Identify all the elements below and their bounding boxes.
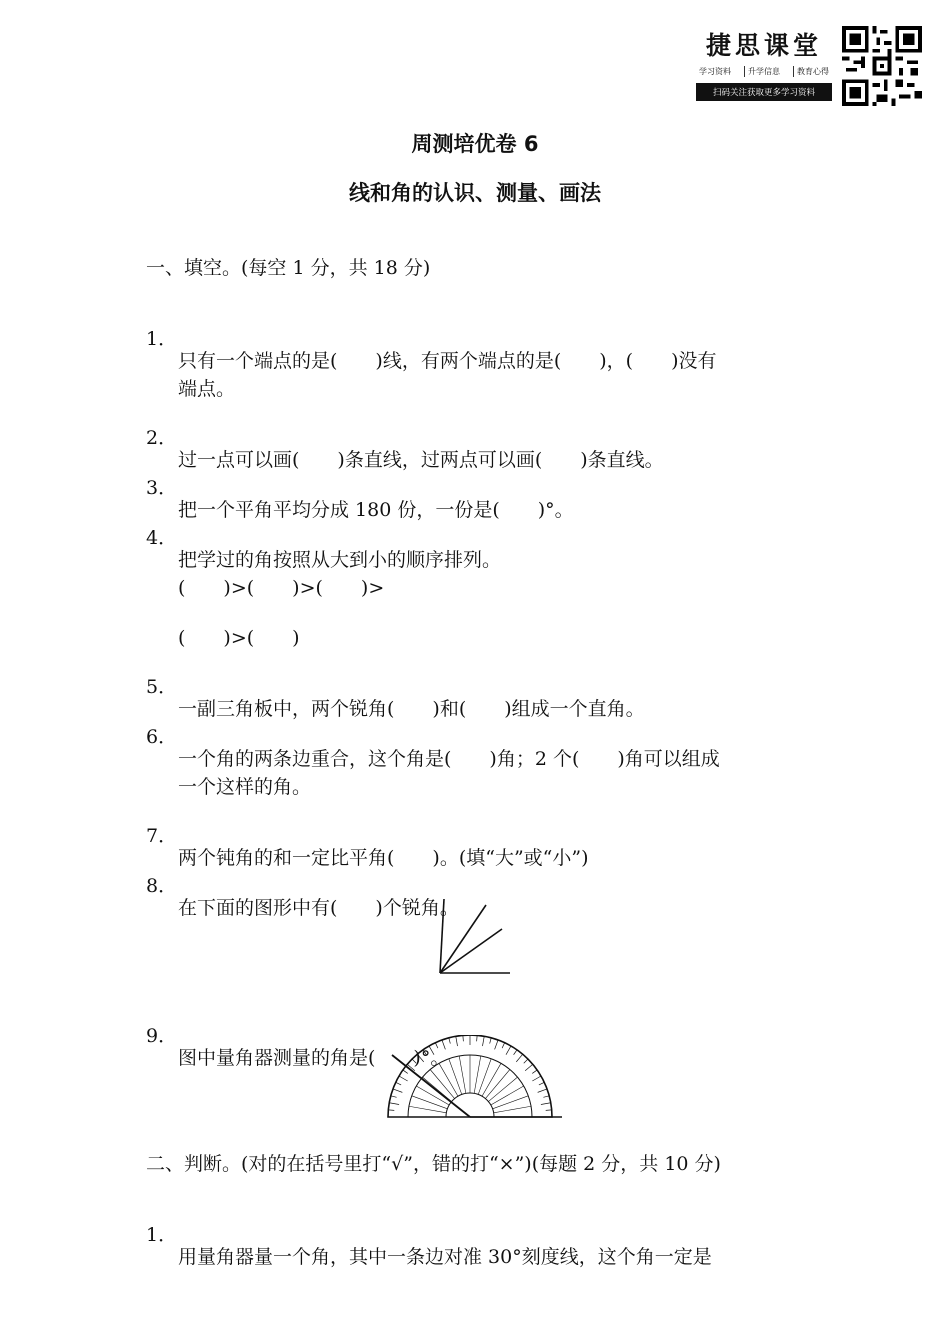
section-heading: 一、填空。(每空 1 分，共 18 分) [146,257,431,279]
protractor-ray [494,1106,531,1113]
protractor-tick [538,1089,547,1092]
brand-block [696,26,832,101]
protractor-tick [539,1082,544,1085]
protractor-tick [389,1103,399,1105]
protractor-tick [546,1110,552,1111]
question-text: 只有一个端点的是( )线，有两个端点的是( )，( )没有 [178,350,717,372]
protractor-tick [417,1054,423,1062]
protractor-tick [391,1096,397,1098]
brand-banner: 扫码关注获取更多学习资料 [696,83,832,101]
protractor-tick [442,1040,445,1049]
question-number: 4． [146,527,178,549]
question-number: 2． [146,427,178,449]
protractor-tick [393,1089,402,1092]
protractor-ray [478,1059,491,1095]
brand-tag: 学习资料 [699,67,731,76]
protractor-ray [409,1106,446,1113]
page-subtitle: 线和角的认识、测量、画法 [349,181,601,205]
question-number: 7． [146,825,178,847]
protractor-tick [396,1082,401,1085]
protractor-tick [388,1110,394,1111]
protractor-tick [456,1036,458,1046]
protractor-tick [399,1076,408,1081]
question-text: 用量角器量一个角，其中一条边对准 30°刻度线，这个角一定是 [178,1246,712,1268]
protractor-tick [541,1103,551,1105]
question-number: 9． [146,1025,178,1047]
protractor-tick [543,1096,549,1098]
question-number: 1． [146,1224,178,1246]
judge-question-1 [0,1198,712,1268]
question-text: 两个钝角的和一定比平角( )。(填“大”或“小”) [178,847,589,869]
question-text: 一副三角板中，两个锐角( )和( )组成一个直角。 [178,698,645,720]
protractor-tick [495,1040,498,1049]
protractor-tick [524,1059,528,1063]
protractor-ray [459,1056,466,1093]
brand-tag: 升学信息 [744,66,783,77]
protractor-ray [493,1096,529,1109]
question-text: 把一个平角平均分成 180 份，一份是( )°。 [178,499,574,521]
question-number: 8． [146,875,178,897]
question-number: 6． [146,726,178,748]
answer-blanks: ( )>( ) [178,627,300,649]
question-4-answer-row [0,601,300,649]
acute-angles-figure [428,895,518,977]
protractor-tick [525,1064,533,1070]
question-text: 在下面的图形中有( )个锐角。 [178,897,459,919]
protractor-tick [532,1076,541,1081]
protractor-figure [380,1035,570,1127]
brand-name: 捷思课堂 [705,31,822,60]
question-number: 1． [146,328,178,350]
qr-code-icon [842,26,922,106]
page-title: 周测培优卷 6 [411,132,539,156]
protractor-ray [412,1096,448,1109]
question-text: 过一点可以画( )条直线，过两点可以画( )条直线。 [178,449,664,471]
section-heading: 二、判断。(对的在括号里打“√”，错的打“×”)(每题 2 分，共 10 分) [146,1153,721,1175]
question-text: 一个角的两条边重合，这个角是( )角；2 个( )角可以组成 [178,748,720,770]
question-text: 端点。 [178,378,236,400]
protractor-tick [429,1046,434,1055]
brand-tag: 教育心得 [793,66,832,77]
protractor-tick [412,1059,416,1063]
answer-blanks: ( )>( )>( )> [178,577,385,599]
question-text: 图中量角器测量的角是( )°。 [178,1047,450,1069]
question-1-cont [0,352,236,400]
protractor-tick [506,1046,511,1055]
protractor-tick [477,1035,478,1041]
protractor-tick [514,1050,517,1055]
question-9 [0,999,450,1069]
question-6-cont [0,750,312,798]
question-text: 把学过的角按照从大到小的顺序排列。 [178,549,502,571]
protractor-tick [483,1036,485,1046]
protractor-ray [474,1056,481,1093]
question-number: 3． [146,477,178,499]
question-number: 5． [146,676,178,698]
protractor-tick [403,1070,408,1073]
brand-tags [696,66,832,77]
protractor-ray [449,1059,462,1095]
protractor-tick [449,1038,451,1044]
protractor-tick [532,1070,537,1073]
protractor-tick [423,1050,426,1055]
question-text: 一个这样的角。 [178,776,312,798]
protractor-tick [463,1035,464,1041]
protractor-tick [516,1054,522,1062]
protractor-tick [490,1038,492,1044]
protractor-tick [435,1043,438,1048]
protractor-tick [502,1043,505,1048]
